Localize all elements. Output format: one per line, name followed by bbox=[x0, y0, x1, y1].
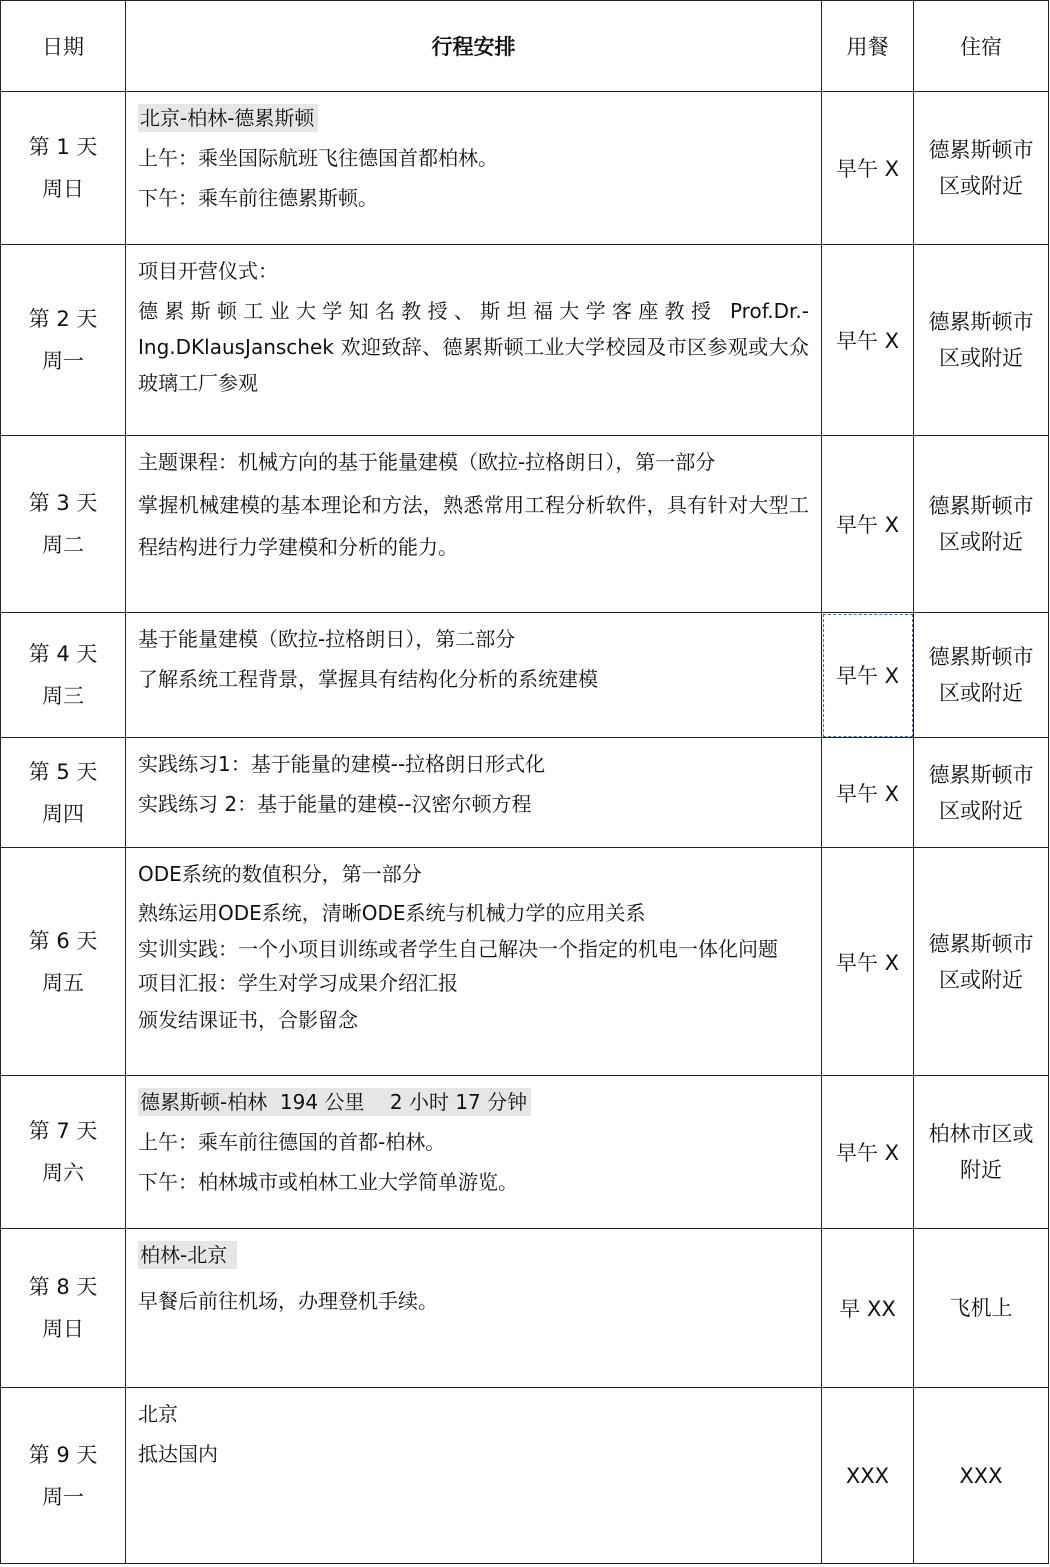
day-cell bbox=[1, 1388, 126, 1564]
header-date: 日期 bbox=[1, 1, 126, 92]
schedule-line: 颁发结课证书，合影留念 bbox=[138, 1008, 358, 1032]
weekday-label: 周三 bbox=[42, 684, 84, 708]
schedule-line: 实践练习 2：基于能量的建模--汉密尔顿方程 bbox=[138, 792, 532, 816]
table-row bbox=[1, 1076, 1049, 1229]
lodging-cell: 德累斯顿市区或附近 bbox=[914, 613, 1049, 738]
weekday-label: 周日 bbox=[42, 177, 84, 201]
day-label: 第 9 天 bbox=[28, 1442, 98, 1467]
weekday-label: 周一 bbox=[42, 1484, 84, 1509]
schedule-line: 上午：乘车前往德国的首都-柏林。 bbox=[138, 1130, 446, 1154]
day-cell bbox=[1, 738, 126, 848]
day-cell bbox=[1, 1229, 126, 1388]
weekday-label: 周一 bbox=[42, 349, 84, 373]
schedule-line: 实训实践：一个小项目训练或者学生自己解决一个指定的机电一体化问题 bbox=[138, 937, 778, 961]
table-row bbox=[1, 1229, 1049, 1388]
schedule-title: 主题课程：机械方向的基于能量建模（欧拉-拉格朗日），第一部分 bbox=[138, 450, 716, 474]
lodging-cell: 德累斯顿市区或附近 bbox=[914, 436, 1049, 613]
schedule-title: 项目开营仪式： bbox=[138, 259, 278, 283]
weekday-label: 周五 bbox=[42, 970, 84, 995]
table-header-row bbox=[1, 1, 1049, 92]
day-label: 第 3 天 bbox=[28, 491, 98, 515]
day-label: 第 5 天 bbox=[28, 759, 98, 784]
schedule-line: 熟练运用ODE系统，清晰ODE系统与机械力学的应用关系 bbox=[138, 901, 646, 925]
day-cell bbox=[1, 1076, 126, 1229]
day-cell bbox=[1, 92, 126, 245]
table-row bbox=[1, 92, 1049, 245]
meal-cell: 早 XX bbox=[822, 1229, 914, 1388]
schedule-cell bbox=[126, 245, 822, 436]
day-label: 第 7 天 bbox=[28, 1119, 98, 1143]
lodging-cell: 德累斯顿市区或附近 bbox=[914, 738, 1049, 848]
schedule-line: 项目汇报：学生对学习成果介绍汇报 bbox=[138, 971, 458, 995]
day-label: 第 2 天 bbox=[28, 307, 98, 331]
table-row bbox=[1, 738, 1049, 848]
table-row bbox=[1, 613, 1049, 738]
meal-cell: 早午 X bbox=[822, 738, 914, 848]
lodging-cell: 德累斯顿市区或附近 bbox=[914, 92, 1049, 245]
schedule-line: 了解系统工程背景，掌握具有结构化分析的系统建模 bbox=[138, 667, 598, 691]
schedule-line: 抵达国内 bbox=[138, 1442, 218, 1466]
header-meals: 用餐 bbox=[822, 1, 914, 92]
schedule-title: 基于能量建模（欧拉-拉格朗日），第二部分 bbox=[138, 627, 516, 651]
weekday-label: 周四 bbox=[42, 801, 84, 826]
schedule-line: 德累斯顿工业大学知名教授、斯坦福大学客座教授 Prof.Dr.-Ing.DKlausJanschek 欢迎致辞、德累斯顿工业大学校园及市区参观或大众玻璃工厂参观 bbox=[138, 299, 809, 395]
schedule-title: 柏林-北京 bbox=[138, 1241, 237, 1269]
schedule-title: ODE系统的数值积分，第一部分 bbox=[138, 862, 422, 886]
meal-cell: 早午 X bbox=[822, 92, 914, 245]
lodging-cell: 德累斯顿市区或附近 bbox=[914, 245, 1049, 436]
schedule-line: 掌握机械建模的基本理论和方法，熟悉常用工程分析软件，具有针对大型工程结构进行力学建模和分析的能力。 bbox=[138, 493, 809, 559]
lodging-cell: 柏林市区或附近 bbox=[914, 1076, 1049, 1229]
table-row bbox=[1, 848, 1049, 1076]
table-row bbox=[1, 245, 1049, 436]
weekday-label: 周日 bbox=[42, 1317, 84, 1341]
weekday-label: 周二 bbox=[42, 533, 84, 557]
schedule-line: 上午：乘坐国际航班飞往德国首都柏林。 bbox=[138, 146, 498, 170]
schedule-cell bbox=[126, 1388, 822, 1564]
day-label: 第 1 天 bbox=[28, 135, 98, 159]
schedule-title: 北京-柏林-德累斯顿 bbox=[138, 104, 318, 132]
schedule-cell bbox=[126, 1229, 822, 1388]
day-label: 第 6 天 bbox=[28, 928, 98, 953]
schedule-cell bbox=[126, 848, 822, 1076]
schedule-title: 实践练习1：基于能量的建模--拉格朗日形式化 bbox=[138, 752, 546, 776]
lodging-cell: 飞机上 bbox=[914, 1229, 1049, 1388]
schedule-title: 北京 bbox=[138, 1402, 178, 1426]
day-cell bbox=[1, 245, 126, 436]
meal-cell: 早午 X bbox=[822, 436, 914, 613]
lodging-cell: XXX bbox=[914, 1388, 1049, 1564]
schedule-cell bbox=[126, 92, 822, 245]
meal-cell: XXX bbox=[822, 1388, 914, 1564]
meal-cell: 早午 X bbox=[822, 848, 914, 1076]
header-schedule: 行程安排 bbox=[126, 1, 822, 92]
lodging-cell: 德累斯顿市区或附近 bbox=[914, 848, 1049, 1076]
schedule-cell bbox=[126, 738, 822, 848]
day-cell bbox=[1, 613, 126, 738]
schedule-title: 德累斯顿-柏林 194 公里 2 小时 17 分钟 bbox=[138, 1088, 531, 1116]
weekday-label: 周六 bbox=[42, 1161, 84, 1185]
schedule-cell bbox=[126, 613, 822, 738]
meal-cell: 早午 X bbox=[822, 245, 914, 436]
schedule-line: 下午：乘车前往德累斯顿。 bbox=[138, 186, 378, 210]
meal-cell: 早午 X bbox=[822, 613, 914, 738]
schedule-line: 早餐后前往机场，办理登机手续。 bbox=[138, 1289, 438, 1313]
meal-cell: 早午 X bbox=[822, 1076, 914, 1229]
day-cell bbox=[1, 848, 126, 1076]
table-row bbox=[1, 436, 1049, 613]
header-lodging: 住宿 bbox=[914, 1, 1049, 92]
day-cell bbox=[1, 436, 126, 613]
day-label: 第 8 天 bbox=[28, 1275, 98, 1299]
schedule-cell bbox=[126, 1076, 822, 1229]
schedule-cell bbox=[126, 436, 822, 613]
table-row bbox=[1, 1388, 1049, 1564]
schedule-line: 下午：柏林城市或柏林工业大学简单游览。 bbox=[138, 1170, 518, 1194]
day-label: 第 4 天 bbox=[28, 642, 98, 666]
